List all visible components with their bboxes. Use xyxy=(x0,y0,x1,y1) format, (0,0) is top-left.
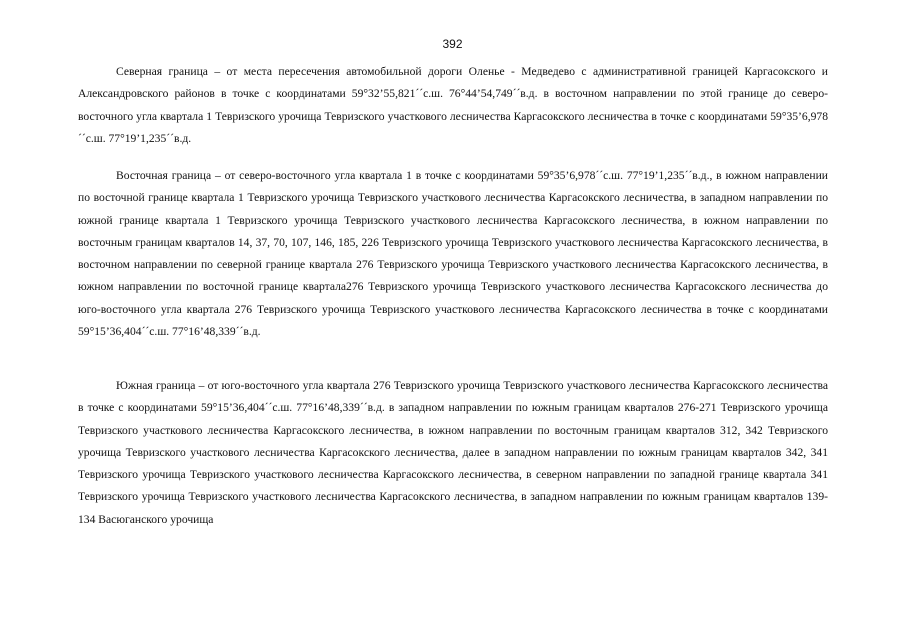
north-boundary-paragraph: Северная граница – от места пересечения автомобильной дороги Оленье - Медведево с административной границей Каргасокского и Александровского районов в точке с координатами 59°32’55,821´´с.ш. 76°44’54,749´´в.д. в восточном направлении по этой границе до северо-восточного угла квартала 1 Тевризского урочища Тевризского участкового лесничества Каргасокского лесничества в точке с координатами 59°35’6,978´´с.ш. 77°19’1,235´´в.д. xyxy=(78,65,828,145)
south-boundary-paragraph: Южная граница – от юго-восточного угла квартала 276 Тевризского урочища Тевризского участкового лесничества Каргасокского лесничества в точке с координатами 59°15’36,404´´с.ш. 77°16’48,339´´в.д. в западном направлении по южным границам кварталов 276-271 Тевризского урочища Тевризского участкового лесничества Каргасокского лесничества, в южном направлении по восточным границам кварталов 312, 342 Тевризского урочища Тевризского участкового лесничества Каргасокского лесничества, далее в западном направлении по южным границам кварталов 342, 341 Тевризского урочища Тевризского участкового лесничества Каргасокского лесничества, в северном направлении по западной границе квартала 341 Тевризского урочища Тевризского участкового лесничества Каргасокского лесничества, в западном направлении по южным границам кварталов 139-134 Васюганского урочища xyxy=(78,379,828,526)
page-number: 392 xyxy=(442,37,463,51)
east-boundary-paragraph: Восточная граница – от северо-восточного угла квартала 1 в точке с координатами 59°35’6,978´´с.ш. 77°19’1,235´´в.д., в южном направлении по восточной границе квартала 1 Тевризского урочища Тевризского участкового лесничества Каргасокского лесничества, в западном направлении по южной границе квартала 1 Тевризского урочища Тевризского участкового лесничества Каргасокского лесничества, в южном направлении по восточным границам кварталов 14, 37, 70, 107, 146, 185, 226 Тевризского урочища Тевризского участкового лесничества Каргасокского лесничества, в восточном направлении по северной границе квартала 276 Тевризского урочища Тевризского участкового лесничества Каргасокского лесничества, в южном направлении по восточной границе квартала276 Тевризского урочища Тевризского участкового лесничества Каргасокского лесничества до юго-восточного угла квартала 276 Тевризского урочища Тевризского участкового лесничества Каргасокского лесничества в точке с координатами 59°15’36,404´´с.ш. 77°16’48,339´´в.д. xyxy=(78,169,828,339)
